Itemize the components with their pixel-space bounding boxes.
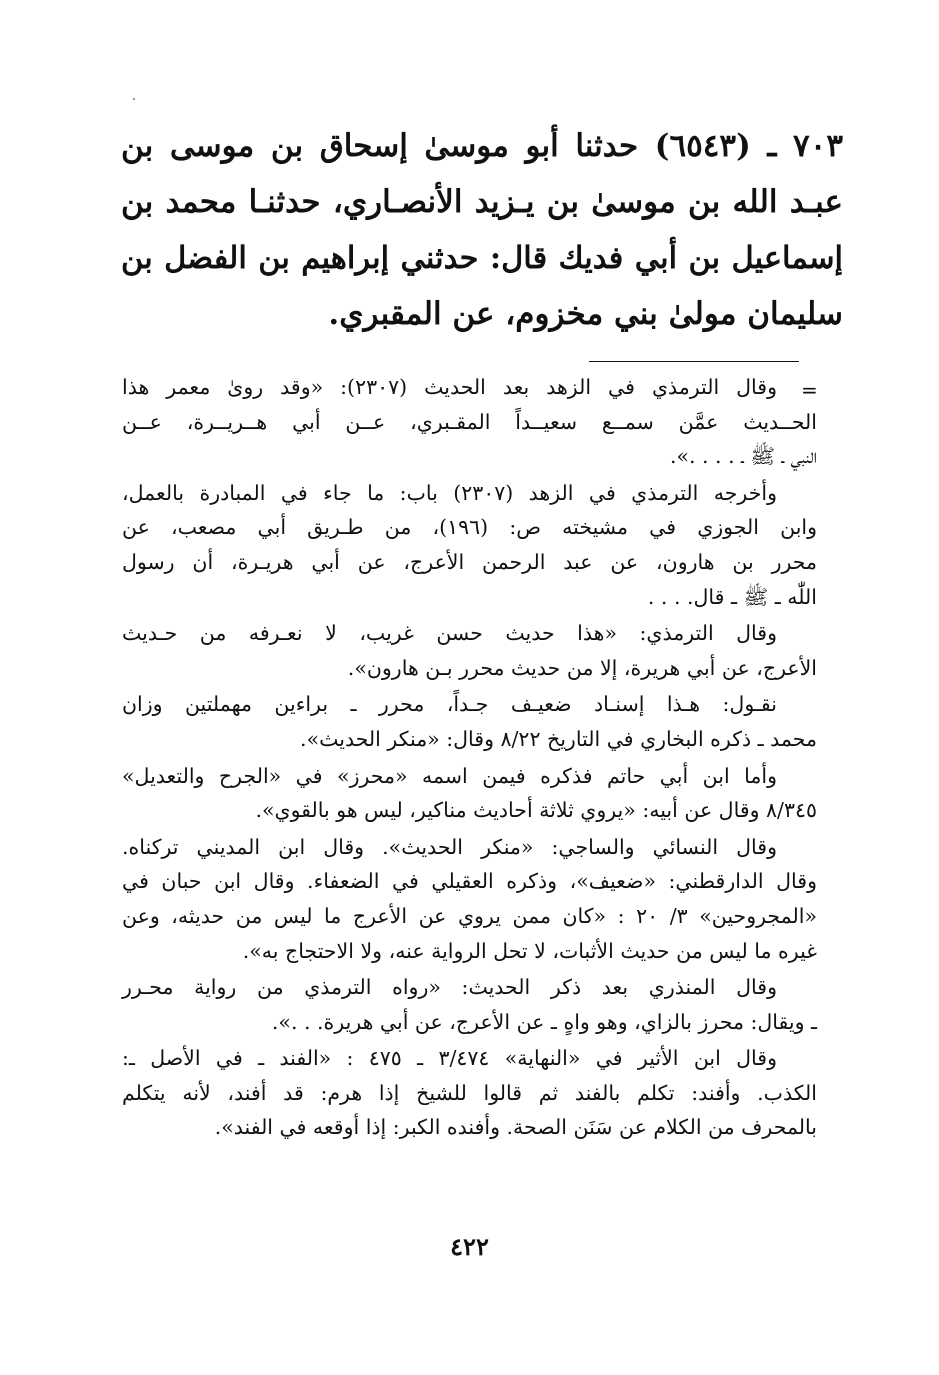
main-text-line: سليمان مولىٰ بني مخزوم، عن المقبري. [328,296,843,332]
footnote-line: وقال الدارقطني: «ضعيف»، وذكره العقيلي في الضعفاء. وقال ابن حبان في [122,869,817,894]
footnote-line: وابن الجوزي في مشيخته ص: (١٩٦)، من طـريق أبي مصعب، عن [122,515,817,540]
footnote-line: ٨/٣٤٥ وقال عن أبيه: «يروي ثلاثة أحاديث مناكير، ليس هو بالقوي». [255,798,817,823]
footnote-line: ـ ويقال: محرز بالزاي، وهو واهٍ ـ عن الأعرج، عن أبي هريرة. . .». [271,1009,817,1034]
footnote-paragraph [122,616,817,685]
footnote-paragraph [122,476,817,614]
footnote-line: وقال المنذري بعد ذكر الحديث: «رواه الترمذي من رواية محـرر [122,975,777,1000]
footnote-line: وقال ابن الأثير في «النهاية» ٣/٤٧٤ ـ ٤٧٥ : «الفند ـ في الأصل ـ: [122,1046,777,1071]
footnote-line: محرر بن هارون، عن عبد الرحمن الأعرج، عن أبي هريـرة، أن رسول [122,549,817,574]
footnote-line: اللّٰه ـ ﷺ ـ قال. . . . [647,584,817,609]
footnote-line: وقال الترمذي: «هذا حديث حسن غريب، لا نعـرفه من حـديث [122,621,777,646]
footnote-paragraph [122,1041,817,1145]
footnote-line: محمد ـ ذكره البخاري في التاريخ ٨/٢٢ وقال: «منكر الحديث». [300,726,817,751]
footnote-line: الحــديث عمَّن سمــع سعيــداً المقـبري، عــن أبي هــريــرة، عــن [122,409,817,434]
footnote-line: الأعرج، عن أبي هريرة، إلا من حديث محرر بـن هارون». [347,655,817,680]
footnote-line: وقال الترمذي في الزهد بعد الحديث (٢٣٠٧): «وقد روىٰ معمر هذا [122,375,778,399]
footnote-line: نقـول: هـذا إسنـاد ضعيـف جـداً، محرر ـ براءين مهملتين وزان [122,692,777,717]
footnote-line: وأما ابن أبي حاتم فذكره فيمن اسمه «محرز» في «الجرح والتعديل» [122,763,777,788]
footnote-line: النبي ـ ﷺ ـ . . . .». [669,444,817,469]
main-text-line: إسماعيل بن أبي فديك قال: حدثني إبراهيم بن الفضل بن [121,240,843,276]
footnotes [122,370,817,1147]
footnote-divider [589,361,799,362]
page-number: ٤٢٢ [450,1232,489,1261]
main-text-line: عبـد الله بن موسىٰ بن يـزيد الأنصـاري، حدثنـا محمد بن [121,184,843,220]
footnote-line: «المجروحين» ٣/ ٢٠ : «كان ممن يروي عن الأعرج ما ليس من حديثه، وعن [122,903,817,928]
footnote-paragraph [122,830,817,968]
footnote-line: وقال النسائي والساجي: «منكر الحديث». وقال ابن المديني تركناه. [122,834,777,859]
footnote-paragraph [122,370,817,474]
footnote-paragraph [122,759,817,828]
hadith-main-text [121,118,843,342]
footnote-line: غيره ما ليس من حديث الأثبات، لا تحل الرواية عنه، ولا الاحتجاج به». [242,938,817,963]
main-text-line: ٧٠٣ ـ (٦٥٤٣) حدثنا أبو موسىٰ إسحاق بن موسى بن [121,128,843,164]
footnote-line: بالمحرف من الكلام عن سَنَن الصحة. وأفنده الكبر: إذا أوقعه في الفند». [214,1115,817,1140]
footnote-paragraph [122,687,817,756]
footnote-line: الكذب. وأفند: تكلم بالفند ثم قالوا للشيخ إذا هرم: قد أفند، لأنه يتكلم [122,1080,817,1105]
footnote-paragraph [122,970,817,1039]
scan-speck [133,98,135,100]
footnote-continuation-mark: = [801,378,818,402]
footnote-line: وأخرجه الترمذي في الزهد (٢٣٠٧) باب: ما جاء في المبادرة بالعمل، [122,480,778,505]
